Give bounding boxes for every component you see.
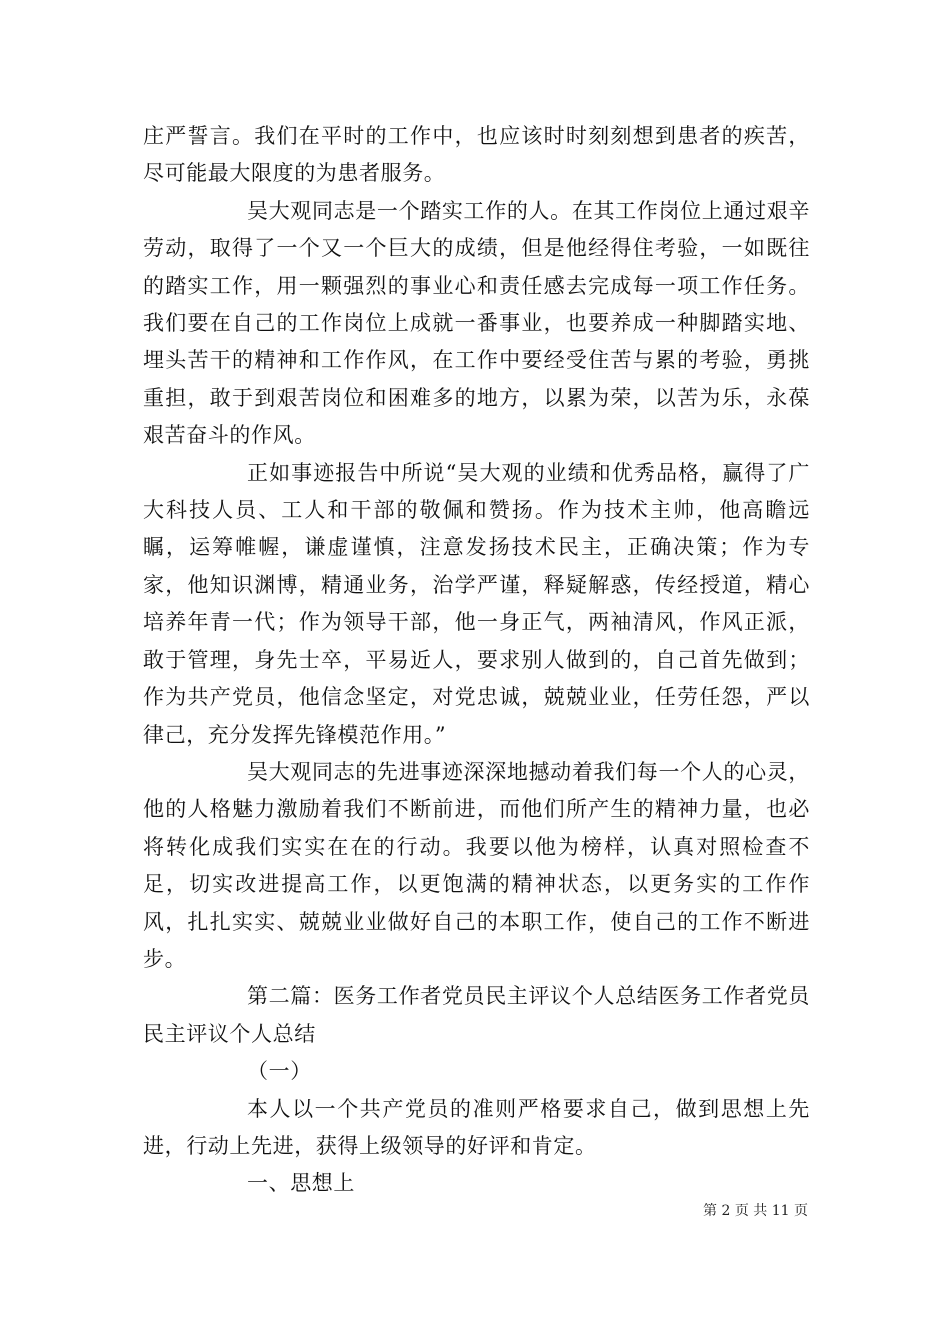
- paragraph-report-quote: 正如事迹报告中所说“吴大观的业绩和优秀品格，赢得了广大科技人员、工人和干部的敬佩和赞扬。作为技术主帅，他高瞻远瞩，运筹帷幄，谦虚谨慎，注意发扬技术民主，正确决策；作为专家，他知识渊博，精通业务，治学严谨，释疑解惑，传经授道，精心培养年青一代；作为领导干部，他一身正气，两袖清风，作风正派，敢于管理，身先士卒，平易近人，要求别人做到的，自己首先做到；作为共产党员，他信念坚定，对党忠诚，兢兢业业，任劳任怨，严以律己，充分发挥先锋模范作用。”: [143, 460, 810, 747]
- heading-ideology: 一、思想上: [247, 1171, 355, 1196]
- paragraph-wu-daguan-work: 吴大观同志是一个踏实工作的人。在其工作岗位上通过艰辛劳动，取得了一个又一个巨大的成绩，但是他经得住考验，一如既往的踏实工作，用一颗强烈的事业心和责任感去完成每一项工作任务。我们要在自己的工作岗位上成就一番事业，也要养成一种脚踏实地、埋头苦干的精神和工作作风，在工作中要经受住苦与累的考验，勇挑重担，敢于到艰苦岗位和困难多的地方，以累为荣，以苦为乐，永葆艰苦奋斗的作风。: [143, 198, 810, 448]
- section-title-second-article: 第二篇：医务工作者党员民主评议个人总结医务工作者党员民主评议个人总结: [143, 984, 810, 1046]
- paragraph-inspiration: 吴大观同志的先进事迹深深地撼动着我们每一个人的心灵，他的人格魅力激励着我们不断前进，而他们所产生的精神力量，也必将转化成我们实实在在的行动。我要以他为榜样，认真对照检查不足，切实改进提高工作，以更饱满的精神状态，以更务实的工作作风，扎扎实实、兢兢业业做好自己的本职工作，使自己的工作不断进步。: [143, 759, 810, 971]
- document-body: [143, 118, 810, 1203]
- paragraph-self-requirement: 本人以一个共产党员的准则严格要求自己，做到思想上先进，行动上先进，获得上级领导的好评和肯定。: [143, 1096, 810, 1158]
- page-number-footer: 第 2 页 共 11 页: [703, 1203, 808, 1219]
- subsection-number: （一）: [247, 1059, 312, 1084]
- paragraph-continuation: 庄严誓言。我们在平时的工作中，也应该时时刻刻想到患者的疾苦，尽可能最大限度的为患者服务。: [143, 124, 810, 186]
